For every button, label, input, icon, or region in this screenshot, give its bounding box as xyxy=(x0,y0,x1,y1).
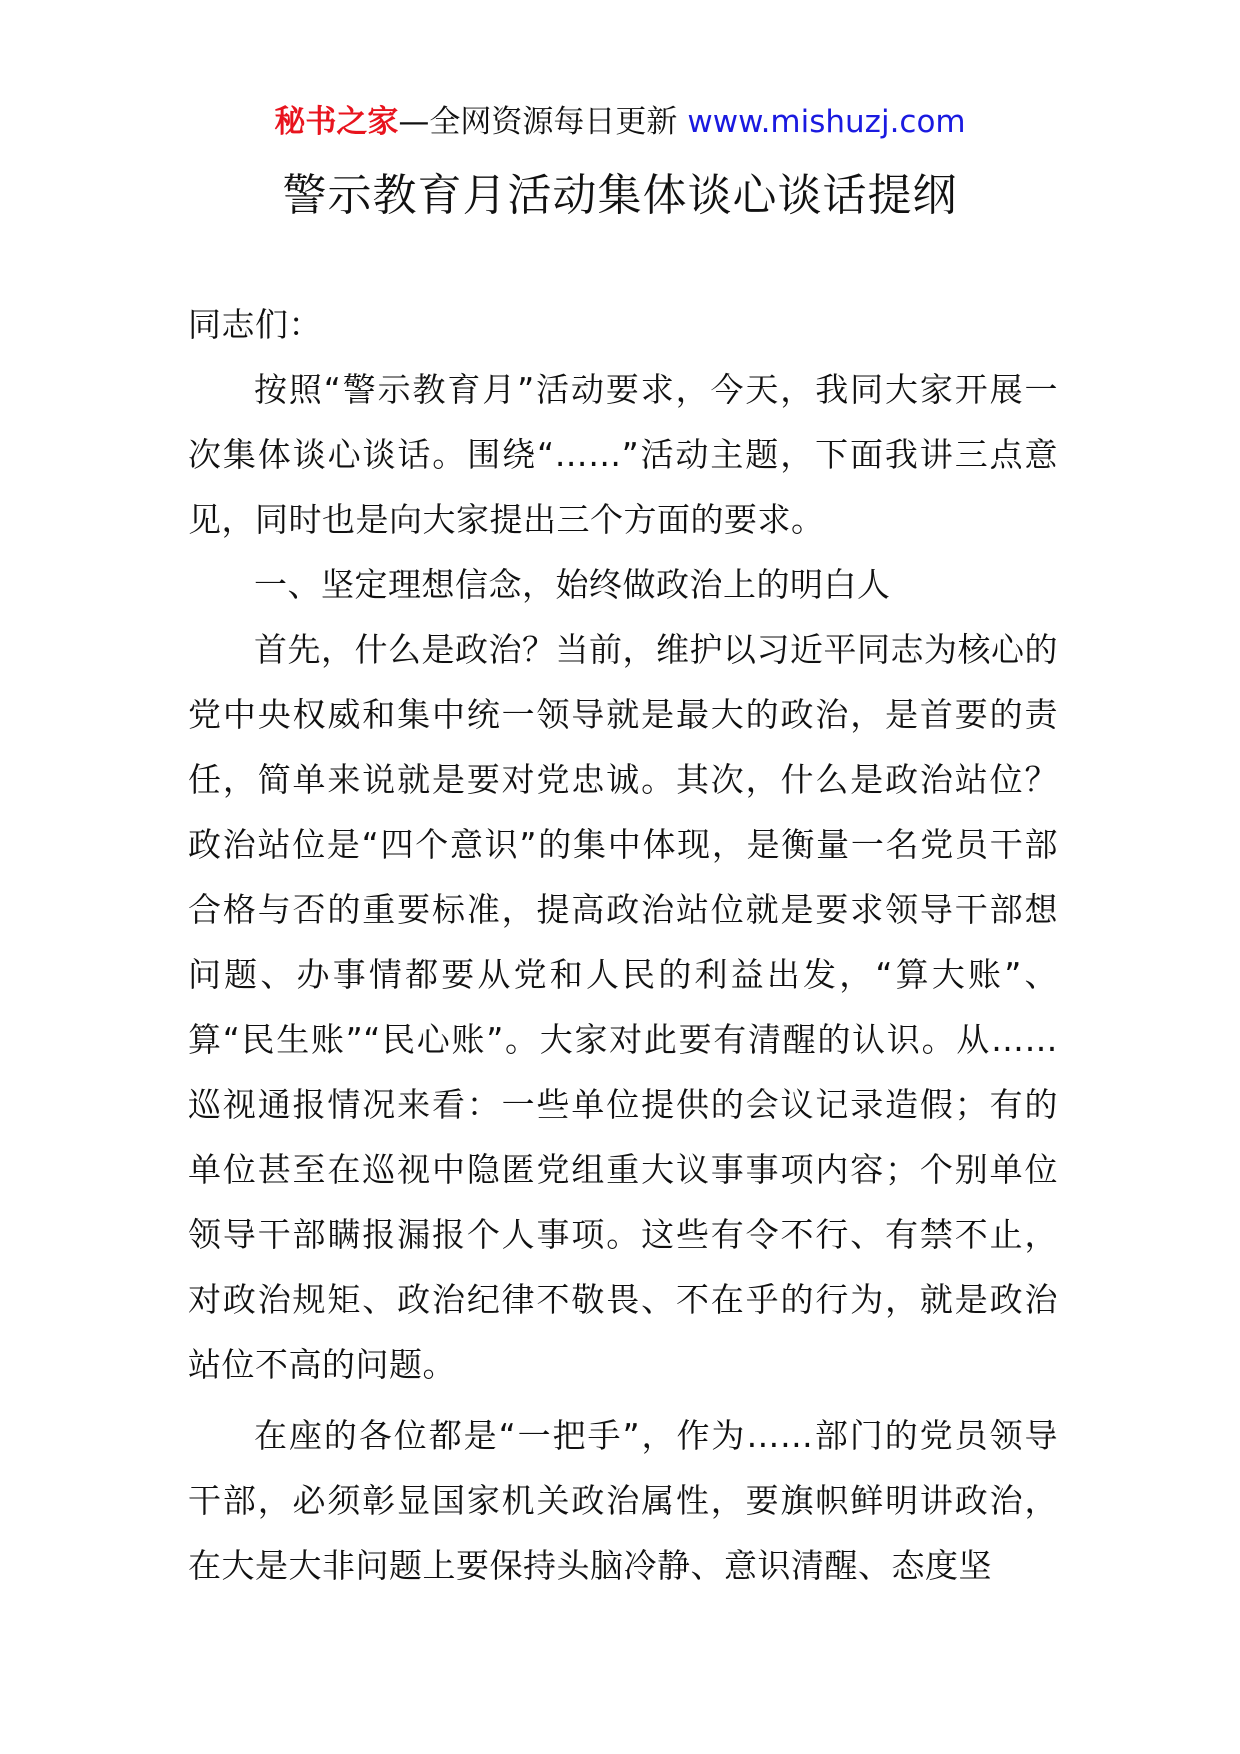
section-heading: 一、坚定理想信念，始终做政治上的明白人 xyxy=(254,565,891,604)
document-title: 警示教育月活动集体谈心谈话提纲 xyxy=(282,170,958,221)
body-paragraph: 首先，什么是政治？当前，维护以习近平同志为核心的党中央权威和集中统一领导就是最大的政治，是首要的责任，简单来说就是要对党忠诚。其次，什么是政治站位？政治站位是“四个意识”的集中体现，是衡量一名党员干部合格与否的重要标准，提高政治站位就是要求领导干部想问题、办事情都要从党和人民的利益出发，“算大账”、算“民生账”“民心账”。大家对此要有清醒的认识。从……巡视通报情况来看：一些单位提供的会议记录造假；有的单位甚至在巡视中隐匿党组重大议事事项内容；个别单位领导干部瞒报漏报个人事项。这些有令不行、有禁不止，对政治规矩、政治纪律不敬畏、不在乎的行为，就是政治站位不高的问题。 xyxy=(188,630,1058,1384)
site-banner xyxy=(0,100,1240,144)
brand-name: 秘书之家 xyxy=(274,104,399,140)
salutation: 同志们： xyxy=(188,305,322,344)
body-paragraph: 按照“警示教育月”活动要求，今天，我同大家开展一次集体谈心谈话。围绕“……”活动主题，下面我讲三点意见，同时也是向大家提出三个方面的要求。 xyxy=(188,370,1058,539)
document-body xyxy=(188,292,1058,1598)
banner-tagline: —全网资源每日更新 xyxy=(398,104,678,140)
site-url-link[interactable]: www.mishuzj.com xyxy=(687,104,966,140)
body-paragraph: 在座的各位都是“一把手”，作为……部门的党员领导干部，必须彰显国家机关政治属性，要旗帜鲜明讲政治，在大是大非问题上要保持头脑冷静、意识清醒、态度坚 xyxy=(188,1416,1058,1585)
